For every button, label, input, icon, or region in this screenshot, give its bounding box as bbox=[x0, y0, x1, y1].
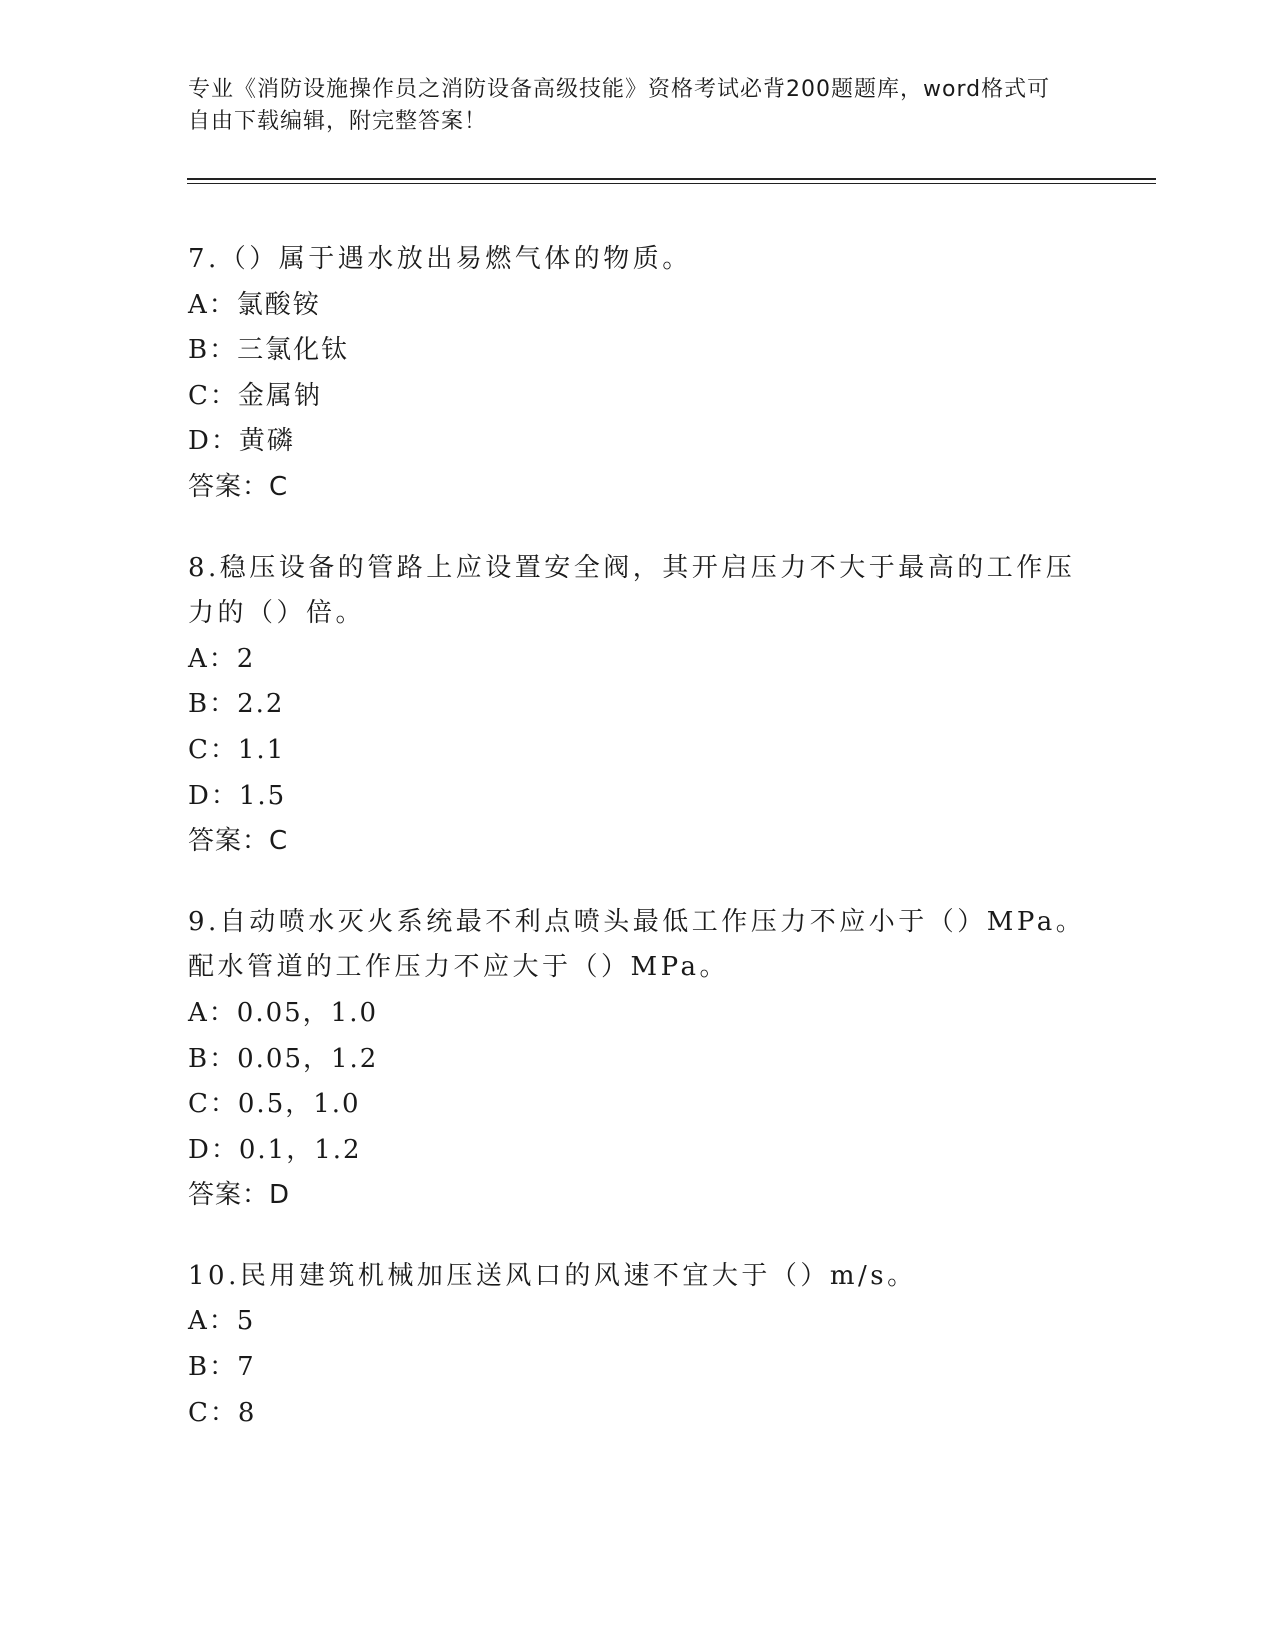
option-c: C：8 bbox=[188, 1397, 257, 1428]
question-stem: 10.民用建筑机械加压送风口的风速不宜大于（）m/s。 bbox=[188, 1260, 917, 1291]
question-9 bbox=[188, 900, 1088, 1219]
question-7 bbox=[188, 237, 1088, 511]
option-a: A：5 bbox=[188, 1306, 256, 1337]
document-header: 专业《消防设施操作员之消防设备高级技能》资格考试必背200题题库，word格式可自由下载编辑，附完整答案！ bbox=[188, 77, 1051, 134]
option-a: A：0.05，1.0 bbox=[188, 997, 379, 1028]
header-divider-thick bbox=[187, 178, 1156, 180]
option-b: B：0.05，1.2 bbox=[188, 1043, 379, 1074]
header-divider-thin bbox=[187, 183, 1156, 184]
option-c: C：金属钠 bbox=[188, 380, 322, 411]
option-d: D：黄磷 bbox=[188, 426, 295, 457]
question-list bbox=[188, 237, 1088, 1471]
option-a: A：2 bbox=[188, 643, 256, 674]
answer-line: 答案：C bbox=[188, 826, 289, 857]
question-stem: 7.（）属于遇水放出易燃气体的物质。 bbox=[188, 244, 692, 274]
option-d: D：0.1，1.2 bbox=[188, 1134, 362, 1165]
question-stem: 9.自动喷水灭火系统最不利点喷头最低工作压力不应小于（）MPa。配水管道的工作压力不应大于（）MPa。 bbox=[188, 906, 1086, 983]
option-c: C：1.1 bbox=[188, 734, 286, 765]
option-b: B：7 bbox=[188, 1352, 256, 1383]
option-c: C：0.5，1.0 bbox=[188, 1089, 361, 1120]
question-10 bbox=[188, 1254, 1088, 1436]
question-stem: 8.稳压设备的管路上应设置安全阀，其开启压力不大于最高的工作压力的（）倍。 bbox=[188, 552, 1076, 629]
question-8 bbox=[188, 546, 1088, 865]
answer-line: 答案：C bbox=[188, 471, 289, 502]
option-b: B：三氯化钛 bbox=[188, 335, 350, 366]
option-a: A：氯酸铵 bbox=[188, 289, 321, 320]
option-b: B：2.2 bbox=[188, 689, 285, 720]
answer-line: 答案：D bbox=[188, 1180, 291, 1211]
option-d: D：1.5 bbox=[188, 780, 287, 811]
